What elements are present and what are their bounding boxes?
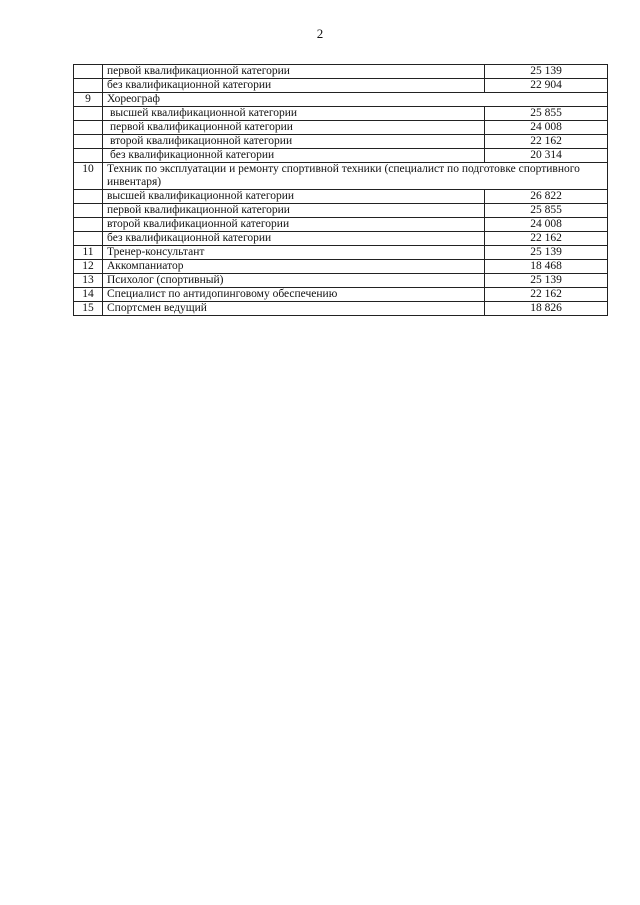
table-row <box>74 302 608 316</box>
row-number: 10 <box>74 163 103 190</box>
position-name: высшей квалификационной категории <box>103 107 485 121</box>
salary-value: 25 139 <box>485 274 608 288</box>
table-row <box>74 135 608 149</box>
table-row <box>74 218 608 232</box>
row-number <box>74 232 103 246</box>
table-row <box>74 260 608 274</box>
position-name: Специалист по антидопинговому обеспечению <box>103 288 485 302</box>
salary-table <box>73 64 608 316</box>
row-number <box>74 204 103 218</box>
table-row <box>74 79 608 93</box>
salary-value: 22 904 <box>485 79 608 93</box>
position-name: Психолог (спортивный) <box>103 274 485 288</box>
position-name: первой квалификационной категории <box>103 204 485 218</box>
table-row <box>74 121 608 135</box>
salary-value: 24 008 <box>485 218 608 232</box>
salary-value: 25 855 <box>485 204 608 218</box>
position-name: Тренер-консультант <box>103 246 485 260</box>
row-number <box>74 149 103 163</box>
salary-value: 22 162 <box>485 135 608 149</box>
position-name: второй квалификационной категории <box>103 135 485 149</box>
row-number: 12 <box>74 260 103 274</box>
row-number <box>74 107 103 121</box>
position-name: первой квалификационной категории <box>103 65 485 79</box>
row-number: 13 <box>74 274 103 288</box>
salary-value: 20 314 <box>485 149 608 163</box>
table-row <box>74 232 608 246</box>
page-number: 2 <box>316 26 324 41</box>
salary-value: 18 826 <box>485 302 608 316</box>
row-number <box>74 135 103 149</box>
table-row <box>74 149 608 163</box>
position-name: без квалификационной категории <box>103 232 485 246</box>
position-name: Хореограф <box>103 93 608 107</box>
table-row <box>74 93 608 107</box>
row-number <box>74 190 103 204</box>
table-row <box>74 288 608 302</box>
salary-value: 25 855 <box>485 107 608 121</box>
position-name: без квалификационной категории <box>103 79 485 93</box>
salary-value: 22 162 <box>485 288 608 302</box>
table-row <box>74 107 608 121</box>
salary-value: 22 162 <box>485 232 608 246</box>
position-name: Спортсмен ведущий <box>103 302 485 316</box>
row-number: 9 <box>74 93 103 107</box>
salary-value: 25 139 <box>485 65 608 79</box>
row-number: 14 <box>74 288 103 302</box>
row-number <box>74 121 103 135</box>
row-number: 11 <box>74 246 103 260</box>
position-name: второй квалификационной категории <box>103 218 485 232</box>
position-name: Техник по эксплуатации и ремонту спортивной техники (специалист по подготовке спортивного инвентаря) <box>103 163 608 190</box>
row-number <box>74 218 103 232</box>
table-row <box>74 246 608 260</box>
table-row <box>74 65 608 79</box>
salary-value: 26 822 <box>485 190 608 204</box>
row-number: 15 <box>74 302 103 316</box>
position-name: первой квалификационной категории <box>103 121 485 135</box>
salary-value: 24 008 <box>485 121 608 135</box>
position-name: высшей квалификационной категории <box>103 190 485 204</box>
row-number <box>74 79 103 93</box>
position-name: без квалификационной категории <box>103 149 485 163</box>
table-row <box>74 190 608 204</box>
salary-value: 18 468 <box>485 260 608 274</box>
salary-value: 25 139 <box>485 246 608 260</box>
table-row <box>74 204 608 218</box>
table-row <box>74 274 608 288</box>
table-row <box>74 163 608 190</box>
row-number <box>74 65 103 79</box>
position-name: Аккомпаниатор <box>103 260 485 274</box>
